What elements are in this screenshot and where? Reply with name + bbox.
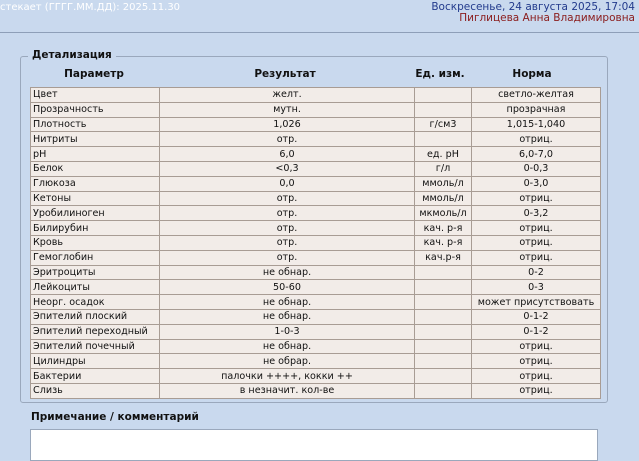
row-norm: отриц. (472, 339, 601, 354)
row-parameter: Уробилиноген (31, 206, 160, 221)
row-result: желт. (160, 88, 415, 103)
top-bar (0, 0, 639, 33)
table-row (31, 88, 601, 103)
table-row (31, 354, 601, 369)
table-row (31, 117, 601, 132)
row-parameter: Эпителий плоский (31, 309, 160, 324)
row-norm: 0-2 (472, 265, 601, 280)
row-result: мутн. (160, 102, 415, 117)
table-row (31, 206, 601, 221)
row-unit (415, 369, 472, 384)
row-parameter: pH (31, 147, 160, 162)
row-result: отр. (160, 132, 415, 147)
row-unit: г/см3 (415, 117, 472, 132)
row-norm: отриц. (472, 383, 601, 398)
table-row (31, 235, 601, 250)
row-parameter: Прозрачность (31, 102, 160, 117)
row-unit: ммоль/л (415, 176, 472, 191)
row-parameter: Глюкоза (31, 176, 160, 191)
row-norm: 1,015-1,040 (472, 117, 601, 132)
expire-note: стекает (ГГГГ.ММ.ДД): 2025.11.30 (0, 2, 181, 13)
row-norm: 0-1-2 (472, 324, 601, 339)
comment-field[interactable] (30, 429, 598, 461)
row-result: не обнар. (160, 295, 415, 310)
table-row (31, 191, 601, 206)
row-norm: отриц. (472, 369, 601, 384)
table-row (31, 132, 601, 147)
row-norm: отриц. (472, 354, 601, 369)
row-result: 1,026 (160, 117, 415, 132)
row-result: не обнар. (160, 339, 415, 354)
table-row (31, 339, 601, 354)
row-norm: может присутствовать (472, 295, 601, 310)
table-row (31, 369, 601, 384)
row-norm: отриц. (472, 250, 601, 265)
row-result: <0,3 (160, 161, 415, 176)
row-result: 6,0 (160, 147, 415, 162)
row-unit (415, 339, 472, 354)
table-row (31, 250, 601, 265)
row-norm: 0-1-2 (472, 309, 601, 324)
row-unit: кач.р-я (415, 250, 472, 265)
table-row (31, 161, 601, 176)
column-header-unit: Ед. изм. (415, 68, 465, 80)
row-unit: ед. pH (415, 147, 472, 162)
row-result: отр. (160, 235, 415, 250)
user-name[interactable]: Пиглицева Анна Владимировна (459, 12, 635, 24)
row-unit (415, 354, 472, 369)
row-result: палочки ++++, кокки ++ (160, 369, 415, 384)
comment-label: Примечание / комментарий (31, 411, 199, 423)
row-parameter: Нитриты (31, 132, 160, 147)
table-row (31, 221, 601, 236)
row-parameter: Эпителий почечный (31, 339, 160, 354)
row-parameter: Эпителий переходный (31, 324, 160, 339)
row-parameter: Билирубин (31, 221, 160, 236)
results-table (30, 87, 601, 399)
row-parameter: Кетоны (31, 191, 160, 206)
row-result: не обнар. (160, 265, 415, 280)
row-unit (415, 265, 472, 280)
row-norm: 0-0,3 (472, 161, 601, 176)
row-parameter: Белок (31, 161, 160, 176)
row-norm: отриц. (472, 235, 601, 250)
table-row (31, 102, 601, 117)
results-table-body (31, 88, 601, 399)
row-result: отр. (160, 191, 415, 206)
row-unit (415, 383, 472, 398)
table-row (31, 309, 601, 324)
row-result: отр. (160, 250, 415, 265)
table-header (30, 68, 600, 84)
table-row (31, 295, 601, 310)
row-parameter: Плотность (31, 117, 160, 132)
row-unit: кач. р-я (415, 221, 472, 236)
row-result: не обнар. (160, 309, 415, 324)
row-parameter: Гемоглобин (31, 250, 160, 265)
table-row (31, 176, 601, 191)
row-unit (415, 309, 472, 324)
row-unit (415, 295, 472, 310)
row-unit (415, 132, 472, 147)
column-header-norm: Норма (512, 68, 552, 80)
table-row (31, 280, 601, 295)
row-unit: г/л (415, 161, 472, 176)
row-unit (415, 324, 472, 339)
column-header-parameter: Параметр (64, 68, 124, 80)
row-result: отр. (160, 206, 415, 221)
row-result: отр. (160, 221, 415, 236)
row-unit: кач. р-я (415, 235, 472, 250)
row-parameter: Кровь (31, 235, 160, 250)
row-unit (415, 88, 472, 103)
row-unit (415, 280, 472, 295)
row-parameter: Слизь (31, 383, 160, 398)
row-parameter: Цилиндры (31, 354, 160, 369)
row-parameter: Цвет (31, 88, 160, 103)
table-row (31, 265, 601, 280)
row-norm: отриц. (472, 191, 601, 206)
row-unit: мкмоль/л (415, 206, 472, 221)
row-norm: прозрачная (472, 102, 601, 117)
row-unit (415, 102, 472, 117)
row-norm: 0-3,2 (472, 206, 601, 221)
row-result: 50-60 (160, 280, 415, 295)
table-row (31, 383, 601, 398)
row-norm: 0-3 (472, 280, 601, 295)
row-parameter: Эритроциты (31, 265, 160, 280)
current-date: Воскресенье, 24 августа 2025, 17:04 (431, 1, 635, 13)
table-row (31, 147, 601, 162)
row-parameter: Лейкоциты (31, 280, 160, 295)
row-norm: отриц. (472, 132, 601, 147)
row-unit: ммоль/л (415, 191, 472, 206)
details-section-title: Детализация (28, 49, 116, 61)
row-norm: отриц. (472, 221, 601, 236)
row-norm: 6,0-7,0 (472, 147, 601, 162)
row-result: 0,0 (160, 176, 415, 191)
row-norm: светло-желтая (472, 88, 601, 103)
row-norm: 0-3,0 (472, 176, 601, 191)
column-header-result: Результат (254, 68, 316, 80)
row-parameter: Неорг. осадок (31, 295, 160, 310)
row-result: 1-0-3 (160, 324, 415, 339)
row-result: в незначит. кол-ве (160, 383, 415, 398)
table-row (31, 324, 601, 339)
row-result: не обрар. (160, 354, 415, 369)
row-parameter: Бактерии (31, 369, 160, 384)
